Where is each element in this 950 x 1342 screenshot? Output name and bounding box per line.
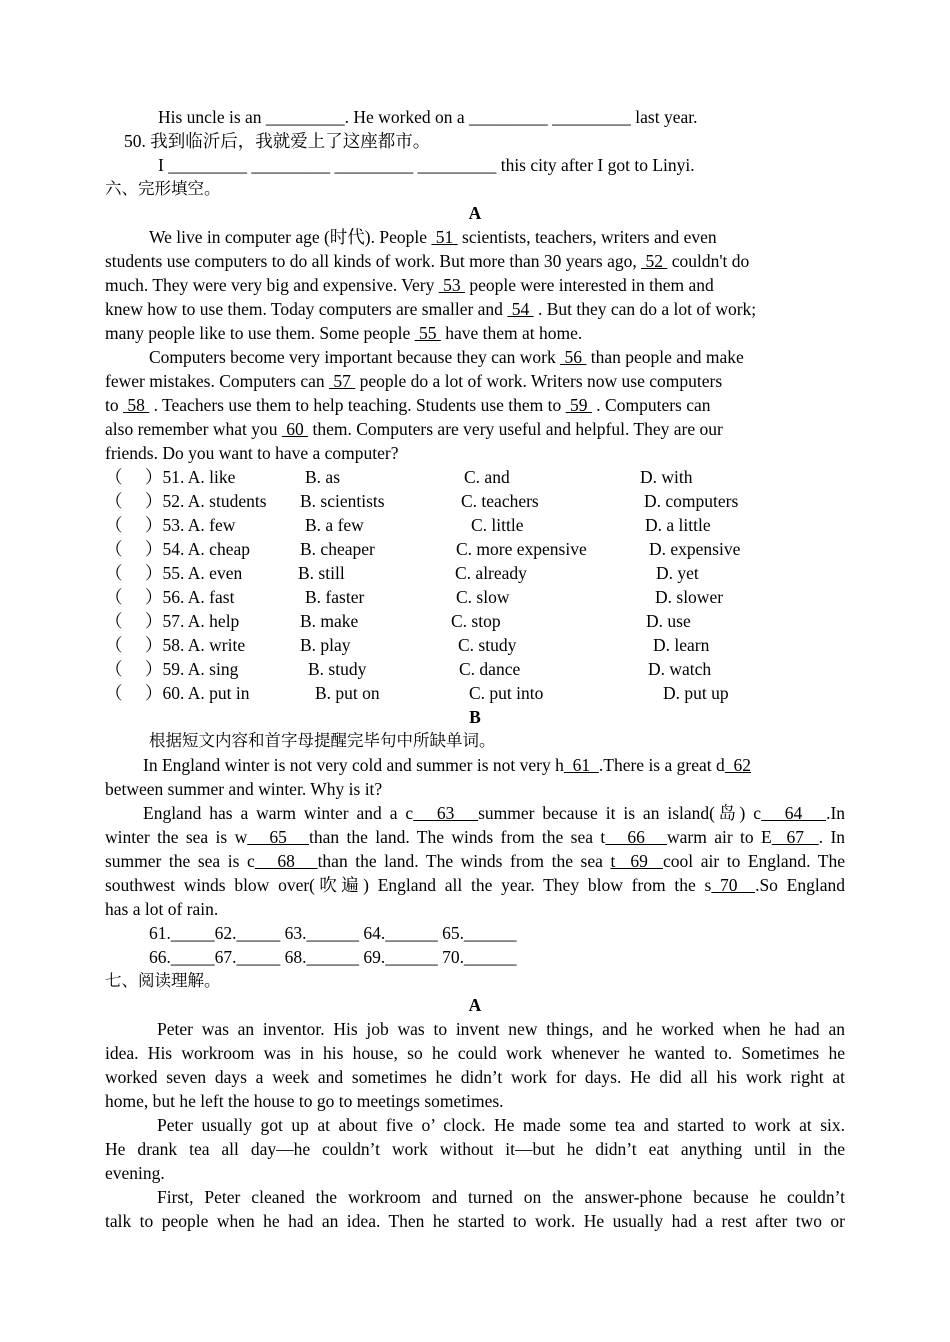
option-b: B. scientists bbox=[300, 491, 385, 511]
passage-a-line: many people like to use them. Some people 55 have them at home. bbox=[105, 323, 583, 343]
passage-a-line: much. They were very big and expensive. Very 53 people were interested in them and bbox=[105, 275, 714, 295]
answer-blanks-row: 66._____67._____ 68.______ 69.______ 70.______ bbox=[149, 947, 517, 967]
passage-a-line: knew how to use them. Today computers are smaller and 54 . But they can do a lot of work; bbox=[105, 299, 757, 319]
option-c: C. slow bbox=[456, 587, 510, 607]
option-a: ）55. A. even bbox=[145, 563, 243, 583]
option-d: D. computers bbox=[644, 491, 739, 511]
option-a: ）54. A. cheap bbox=[145, 539, 250, 559]
reading-line: Peter usually got up at about five o’ clock. He made some tea and started to work at six. bbox=[157, 1115, 845, 1135]
q50-chinese: 50. 我到临沂后，我就爱上了这座都市。 bbox=[124, 131, 431, 151]
option-c: C. little bbox=[471, 515, 524, 535]
answer-blanks-row: 61._____62._____ 63.______ 64.______ 65.______ bbox=[149, 923, 517, 943]
option-d: D. watch bbox=[648, 659, 712, 679]
passage-7a-label: A bbox=[468, 995, 482, 1015]
option-a: ）60. A. put in bbox=[145, 683, 250, 703]
option-b: B. as bbox=[305, 467, 340, 487]
passage-b-instruction: 根据短文内容和首字母提醒完毕句中所缺单词。 bbox=[149, 731, 496, 750]
option-b: B. make bbox=[300, 611, 359, 631]
passage-a-line: friends. Do you want to have a computer? bbox=[105, 443, 399, 463]
option-a: ）57. A. help bbox=[145, 611, 240, 631]
reading-line: evening. bbox=[105, 1163, 165, 1183]
blank-57: 57 bbox=[329, 371, 356, 391]
option-c: C. and bbox=[464, 467, 510, 487]
reading-line: worked seven days a week and sometimes he didn’t work for days. He did all his work right at bbox=[105, 1067, 845, 1087]
reading-line: He drank tea all day—he couldn’t work without it—but he didn’t eat anything until in the bbox=[105, 1139, 845, 1159]
option-paren: （ bbox=[105, 659, 123, 679]
option-a: ）58. A. write bbox=[145, 635, 246, 655]
passage-a-line: to 58 . Teachers use them to help teaching. Students use them to 59 . Computers can bbox=[105, 395, 711, 415]
reading-line: talk to people when he had an idea. Then he started to work. He usually had a rest after two or bbox=[105, 1211, 845, 1231]
option-d: D. learn bbox=[653, 635, 710, 655]
blank-56: 56 bbox=[560, 347, 587, 367]
passage-b-line: In England winter is not very cold and summer is not very h 61 .There is a great d 62 bbox=[143, 755, 751, 775]
passage-a-line: Computers become very important because they can work 56 than people and make bbox=[149, 347, 744, 367]
passage-a-line: students use computers to do all kinds of work. But more than 30 years ago, 52 couldn't do bbox=[105, 251, 750, 271]
section7-title: 七、阅读理解。 bbox=[105, 971, 221, 990]
passage-a-label: A bbox=[468, 203, 482, 223]
q50-english: I _________ _________ _________ _________ this city after I got to Linyi. bbox=[158, 155, 695, 175]
q49-line: His uncle is an _________. He worked on a _________ _________ last year. bbox=[158, 107, 698, 127]
passage-b-label: B bbox=[469, 707, 481, 727]
reading-line: idea. His workroom was in his house, so he could work whenever he wanted to. Sometimes he bbox=[105, 1043, 845, 1063]
option-d: D. put up bbox=[663, 683, 729, 703]
option-b: B. play bbox=[300, 635, 351, 655]
option-b: B. cheaper bbox=[300, 539, 375, 559]
option-c: C. more expensive bbox=[456, 539, 587, 559]
option-paren: （ bbox=[105, 467, 123, 487]
option-paren: （ bbox=[105, 539, 123, 559]
option-paren: （ bbox=[105, 587, 123, 607]
blank-54: 54 bbox=[507, 299, 534, 319]
blank-53: 53 bbox=[438, 275, 465, 295]
option-b: B. study bbox=[308, 659, 367, 679]
blank-51: 51 bbox=[431, 227, 458, 247]
passage-b-line: southwest winds blow over(吹遍) England all the year. They blow from the s 70 .So England bbox=[105, 875, 845, 895]
passage-b-line: summer the sea is c 68 than the land. The winds from the sea t 69 cool air to England. The bbox=[105, 851, 846, 871]
blank-60: 60 bbox=[281, 419, 309, 439]
blank-52: 52 bbox=[641, 251, 668, 271]
passage-a-line: also remember what you 60 them. Computers are very useful and helpful. They are our bbox=[105, 419, 723, 439]
option-d: D. with bbox=[640, 467, 693, 487]
option-b: B. a few bbox=[305, 515, 364, 535]
section6-title: 六、完形填空。 bbox=[105, 179, 221, 198]
option-d: D. yet bbox=[656, 563, 699, 583]
option-b: B. still bbox=[298, 563, 345, 583]
passage-b-line: England has a warm winter and a c 63 summer because it is an island(岛) c 64 .In bbox=[143, 803, 846, 823]
blank-58: 58 bbox=[123, 395, 150, 415]
passage-a-line: fewer mistakes. Computers can 57 people do a lot of work. Writers now use computers bbox=[105, 371, 723, 391]
reading-line: Peter was an inventor. His job was to invent new things, and he worked when he had an bbox=[157, 1019, 845, 1039]
option-d: D. a little bbox=[645, 515, 711, 535]
option-c: C. already bbox=[455, 563, 527, 583]
option-c: C. stop bbox=[451, 611, 501, 631]
reading-line: home, but he left the house to go to meetings sometimes. bbox=[105, 1091, 504, 1111]
blank-59: 59 bbox=[565, 395, 592, 415]
option-a: ）52. A. students bbox=[145, 491, 267, 511]
option-d: D. slower bbox=[655, 587, 724, 607]
option-paren: （ bbox=[105, 683, 123, 703]
option-paren: （ bbox=[105, 491, 123, 511]
option-paren: （ bbox=[105, 611, 123, 631]
option-b: B. put on bbox=[315, 683, 380, 703]
passage-b-line: has a lot of rain. bbox=[105, 899, 219, 919]
option-a: ）59. A. sing bbox=[145, 659, 239, 679]
option-c: C. dance bbox=[459, 659, 521, 679]
option-c: C. teachers bbox=[461, 491, 539, 511]
passage-a-line: We live in computer age (时代). People 51 scientists, teachers, writers and even bbox=[149, 227, 717, 247]
option-a: ）51. A. like bbox=[145, 467, 236, 487]
blank-55: 55 bbox=[414, 323, 441, 343]
option-paren: （ bbox=[105, 515, 123, 535]
option-d: D. use bbox=[646, 611, 691, 631]
option-a: ）53. A. few bbox=[145, 515, 236, 535]
passage-b-line: winter the sea is w 65 than the land. The winds from the sea t 66 warm air to E 67 . In bbox=[105, 827, 846, 847]
option-c: C. put into bbox=[469, 683, 544, 703]
reading-line: First, Peter cleaned the workroom and turned on the answer-phone because he couldn’t bbox=[157, 1187, 845, 1207]
option-b: B. faster bbox=[305, 587, 365, 607]
option-a: ）56. A. fast bbox=[145, 587, 235, 607]
option-paren: （ bbox=[105, 635, 123, 655]
passage-b-line: between summer and winter. Why is it? bbox=[105, 779, 383, 799]
option-c: C. study bbox=[458, 635, 517, 655]
option-d: D. expensive bbox=[649, 539, 741, 559]
option-paren: （ bbox=[105, 563, 123, 583]
